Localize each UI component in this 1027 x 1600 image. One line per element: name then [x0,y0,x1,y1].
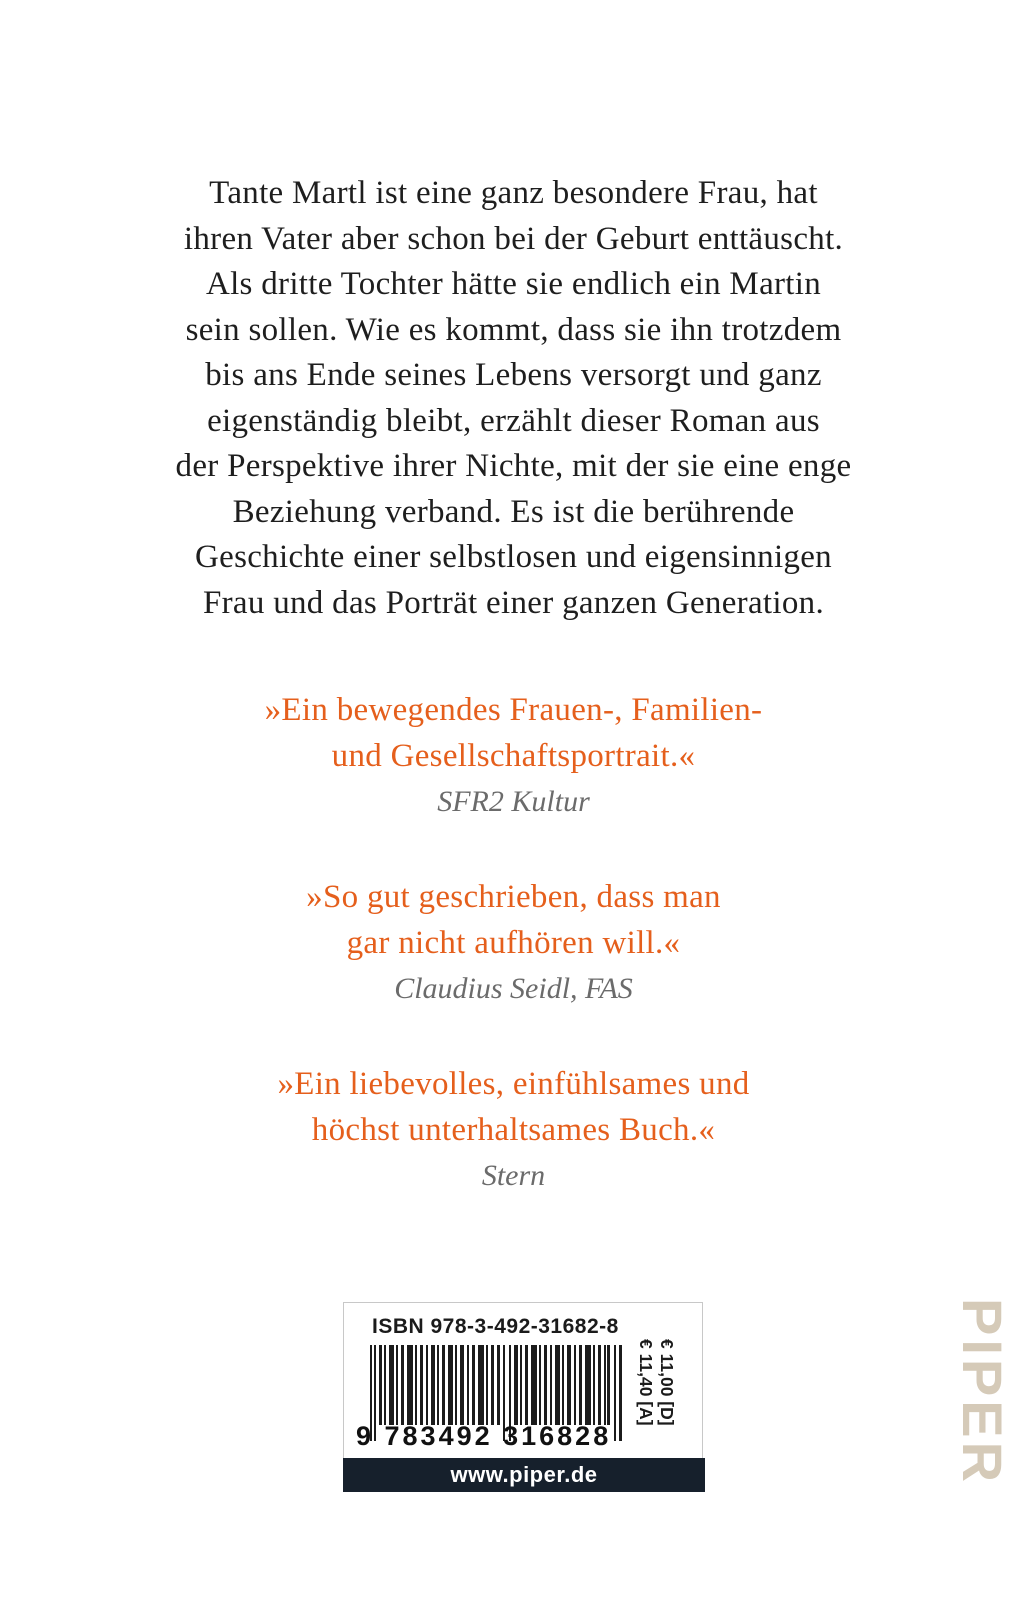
price-germany: € 11,00 [D] [657,1339,677,1426]
isbn-label: ISBN 978-3-492-31682-8 [372,1315,619,1338]
press-quote [0,875,1027,1011]
blurb-line: ihren Vater aber schon bei der Geburt enttäuscht. [183,220,844,257]
barcode-box [343,1302,703,1492]
blurb-line: eigenständig bleibt, erzählt dieser Roman aus [207,402,820,439]
quote-source: SFR2 Kultur [437,785,590,818]
quote-line: »Ein liebevolles, einfühlsames und [277,1066,750,1102]
quote-line: »So gut geschrieben, dass man [306,879,721,915]
text-column [0,171,1027,1198]
blurb-line: sein sollen. Wie es kommt, dass sie ihn trotzdem [185,311,842,348]
website-label: www.piper.de [450,1462,598,1487]
blurb-line: Frau und das Porträt einer ganzen Generation. [202,584,825,621]
barcode-digits: 9 783492 316828 [356,1421,612,1451]
quote-line: höchst unterhaltsames Buch.« [311,1111,716,1148]
publisher-logo: PIPER [951,1297,1014,1487]
price-label [633,1339,677,1439]
price-austria: € 11,40 [A] [636,1339,656,1426]
quote-source: Claudius Seidl, FAS [394,972,633,1005]
blurb-line: der Perspektive ihrer Nichte, mit der sie eine enge [175,448,852,484]
blurb-line: Tante Martl ist eine ganz besondere Frau, hat [209,175,818,211]
quote-source: Stern [481,1159,546,1192]
press-quote [0,1062,1027,1198]
quote-line: gar nicht aufhören will.« [346,924,681,961]
quote-line: und Gesellschaftsportrait.« [331,737,696,774]
blurb-line: Als dritte Tochter hätte sie endlich ein Martin [205,266,822,302]
quote-line: »Ein bewegendes Frauen-, Familien- [264,692,763,728]
blurb-line: Geschichte einer selbstlosen und eigensinnigen [195,539,832,575]
press-quote [0,688,1027,824]
blurb-line: bis ans Ende seines Lebens versorgt und ganz [205,357,822,393]
blurb-line: Beziehung verband. Es ist die berührende [232,493,795,530]
website-bar [343,1458,705,1492]
blurb [0,171,1027,626]
